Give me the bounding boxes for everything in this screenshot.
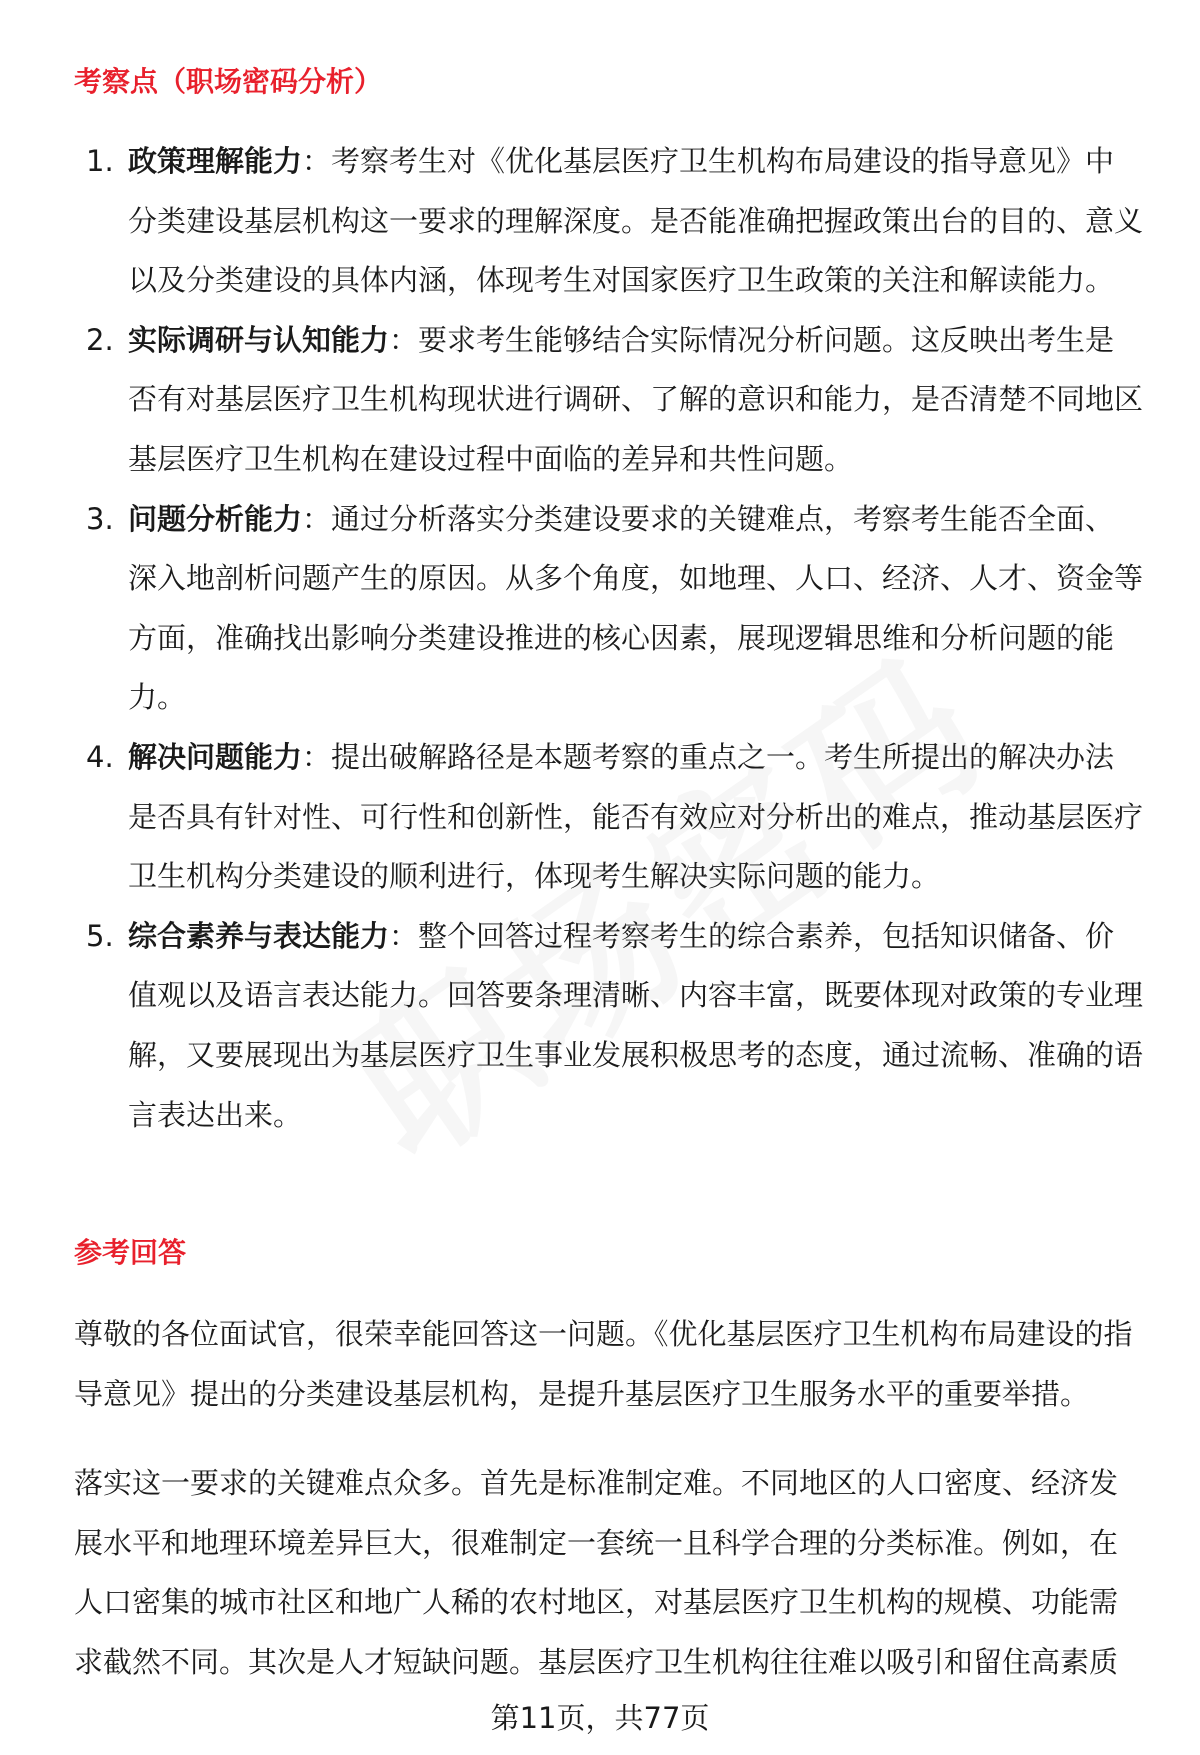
item-text: ：提出破解路径是本题考察的重点之一。考生所提出的解决办法是否具有针对性、可行性和创新性，能否有效应对分析出的难点，推动基层医疗卫生机构分类建设的顺利进行，体现考生解决实际问题的能力。 [128, 739, 1144, 894]
list-item [0, 311, 1143, 490]
list-number: 3. [86, 501, 114, 536]
section-heading-exam-points: 考察点（职场密码分析） [74, 65, 383, 98]
item-text: ：要求考生能够结合实际情况分析问题。这反映出考生是否有对基层医疗卫生机构现状进行调研、了解的意识和能力，是否清楚不同地区基层医疗卫生机构在建设过程中面临的差异和共性问题。 [128, 322, 1144, 476]
list-item [0, 132, 1143, 311]
list-number: 4. [86, 739, 114, 774]
item-text: ：通过分析落实分类建设要求的关键难点，考察考生能否全面、深入地剖析问题产生的原因。从多个角度，如地理、人口、经济、人才、资金等方面，准确找出影响分类建设推进的核心因素，展现逻辑思维和分析问题的能力。 [128, 501, 1144, 715]
list-number: 1. [86, 144, 114, 178]
item-text: ：整个回答过程考察考生的综合素养，包括知识储备、价值观以及语言表达能力。回答要条理清晰、内容丰富，既要体现对政策的专业理解，又要展现出为基层医疗卫生事业发展积极思考的态度，通过流畅、准确的语言表达出来。 [128, 918, 1144, 1132]
item-title: 问题分析能力 [128, 501, 303, 536]
answer-paragraph: 落实这一要求的关键难点众多。首先是标准制定难。不同地区的人口密度、经济发展水平和地理环境差异巨大，很难制定一套统一且科学合理的分类标准。例如，在人口密集的城市社区和地广人稀的农村地区，对基层医疗卫生机构的规模、功能需求截然不同。其次是人才短缺问题。基层医疗卫生机构往往难以吸引和留住高素质 [74, 1466, 1119, 1679]
item-title: 解决问题能力 [128, 739, 303, 774]
item-title: 政策理解能力 [128, 144, 303, 178]
list-number: 5. [86, 918, 114, 953]
item-text: ：考察考生对《优化基层医疗卫生机构布局建设的指导意见》中分类建设基层机构这一要求的理解深度。是否能准确把握政策出台的目的、意义以及分类建设的具体内涵，体现考生对国家医疗卫生政策的关注和解读能力。 [128, 144, 1144, 298]
list-item [0, 490, 1143, 728]
section-heading-reference-answer: 参考回答 [74, 1236, 187, 1269]
list-item [0, 728, 1143, 907]
list-item [0, 907, 1143, 1145]
item-title: 综合素养与表达能力 [128, 918, 390, 953]
item-title: 实际调研与认知能力 [128, 322, 390, 357]
exam-points-list [0, 132, 1200, 1145]
answer-paragraph: 尊敬的各位面试官，很荣幸能回答这一问题。《优化基层医疗卫生机构布局建设的指导意见》提出的分类建设基层机构，是提升基层医疗卫生服务水平的重要举措。 [74, 1317, 1133, 1411]
page-number: 第11页，共77页 [490, 1701, 710, 1735]
list-number: 2. [86, 322, 114, 357]
